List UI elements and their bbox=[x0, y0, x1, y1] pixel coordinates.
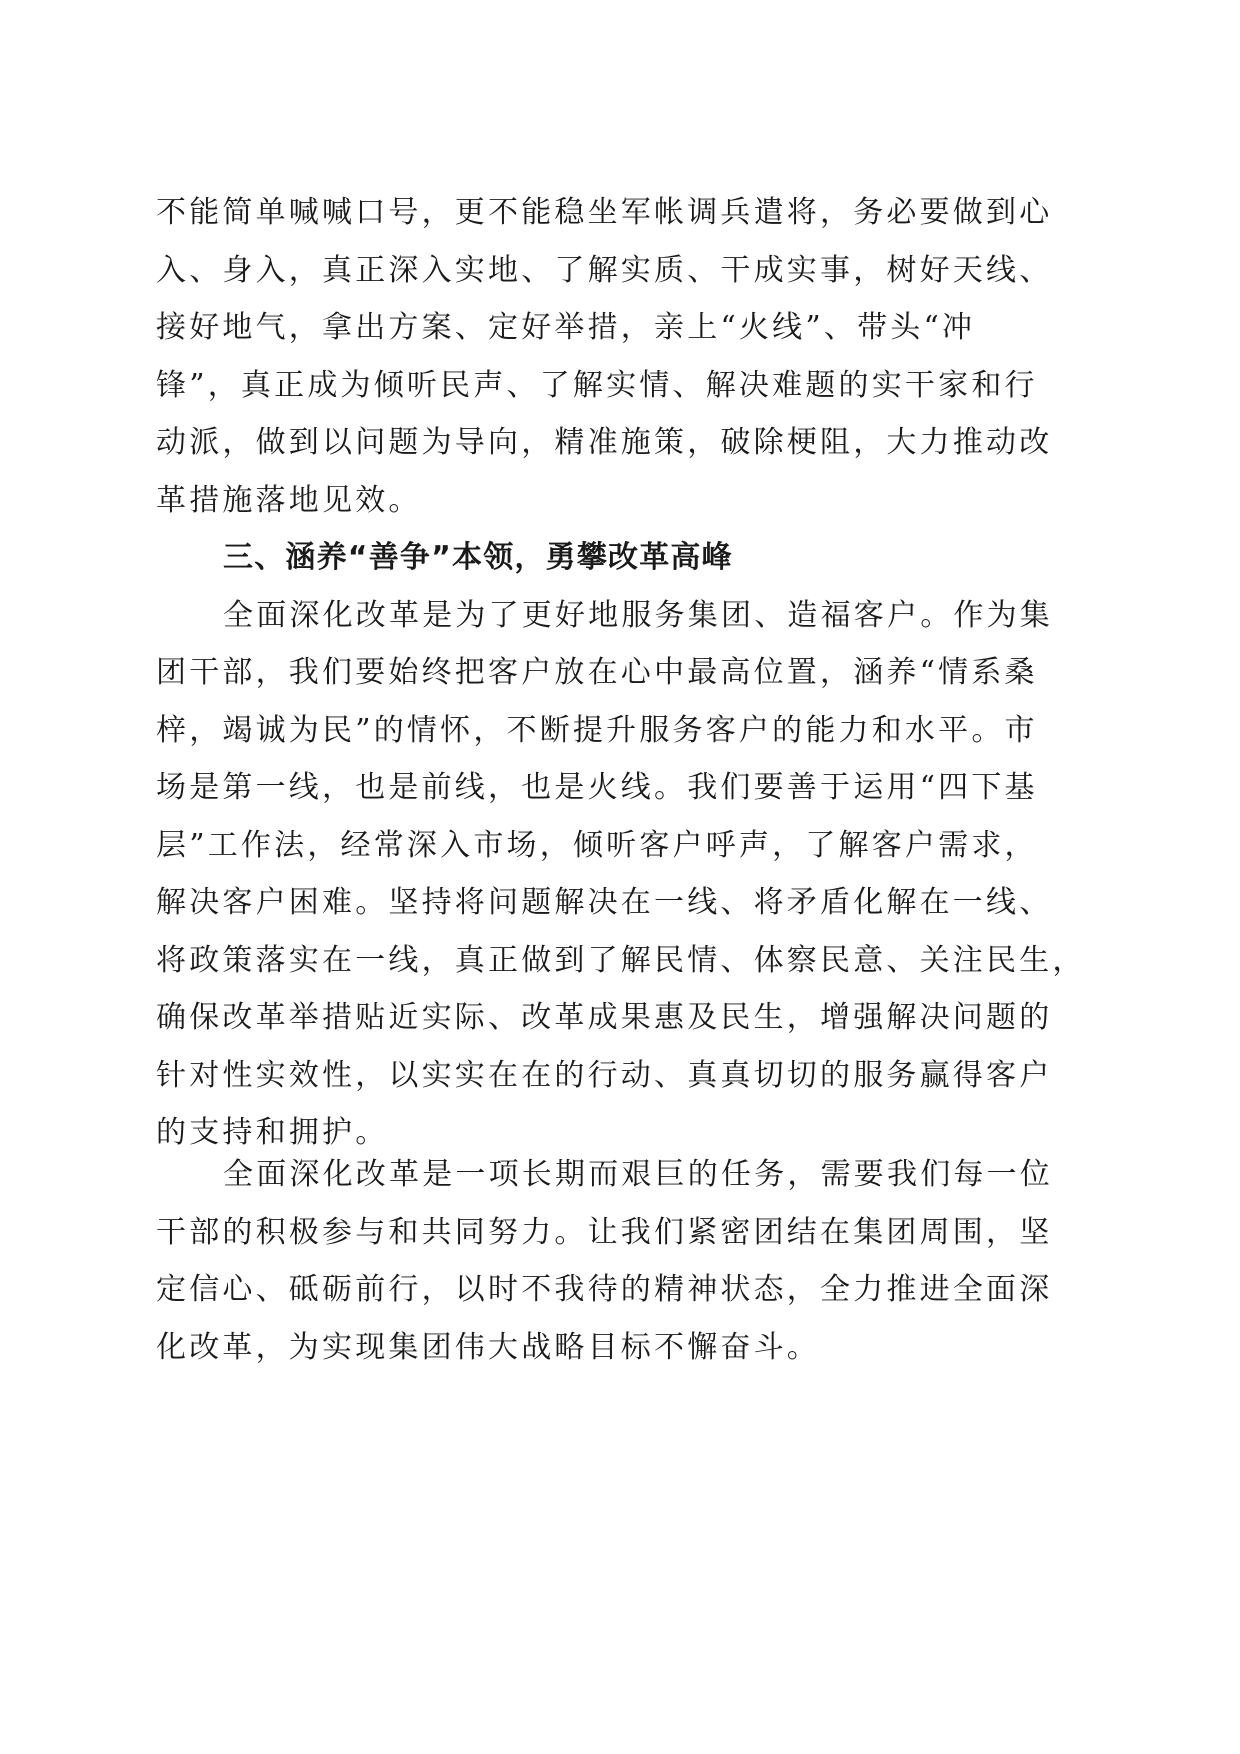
text-line: 接好地气，拿出方案、定好举措，亲上“火线”、带头“冲 bbox=[156, 310, 976, 345]
text-line: 的支持和拥护。 bbox=[156, 1115, 389, 1150]
text-line: 场是第一线，也是前线，也是火线。我们要善于运用“四下基 bbox=[156, 770, 1038, 805]
closing-paragraph bbox=[156, 1146, 1086, 1376]
text-line: 干部的积极参与和共同努力。让我们紧密团结在集团周围，坚 bbox=[156, 1214, 1053, 1250]
text-line: 入、身入，真正深入实地、了解实质、干成实事，树好天线、 bbox=[156, 252, 1053, 288]
text-line: 针对性实效性，以实实在在的行动、真真切切的服务赢得客户 bbox=[156, 1057, 1053, 1093]
text-line: 解决客户困难。坚持将问题解决在一线、将矛盾化解在一线、 bbox=[156, 885, 1053, 920]
paragraph-continuation bbox=[156, 184, 1086, 529]
text-line: 全面深化改革是一项长期而艰巨的任务，需要我们每一位 bbox=[223, 1157, 1053, 1192]
text-line: 团干部，我们要始终把客户放在心中最高位置，涵养“情系桑 bbox=[156, 655, 1038, 690]
text-line: 层”工作法，经常深入市场，倾听客户呼声，了解客户需求， bbox=[156, 827, 1038, 863]
section-three bbox=[156, 529, 1086, 1162]
section-heading: 三、涵养“善争”本领，勇攀改革高峰 bbox=[223, 540, 733, 575]
text-line: 确保改革举措贴近实际、改革成果惠及民生，增强解决问题的 bbox=[156, 1000, 1053, 1035]
text-line: 革措施落地见效。 bbox=[156, 482, 422, 518]
text-line: 锋”，真正成为倾听民声、了解实情、解决难题的实干家和行 bbox=[156, 367, 1038, 403]
text-line: 动派，做到以问题为导向，精准施策，破除梗阻，大力推动改 bbox=[156, 425, 1053, 460]
text-line: 梓，竭诚为民”的情怀，不断提升服务客户的能力和水平。市 bbox=[156, 712, 1038, 748]
text-line: 化改革，为实现集团伟大战略目标不懈奋斗。 bbox=[156, 1329, 820, 1365]
text-line: 将政策落实在一线，真正做到了解民情、体察民意、关注民生， bbox=[156, 942, 1086, 978]
text-line: 定信心、砥砺前行，以时不我待的精神状态，全力推进全面深 bbox=[156, 1272, 1053, 1307]
text-line: 全面深化改革是为了更好地服务集团、造福客户。作为集 bbox=[223, 597, 1053, 633]
text-line: 不能简单喊喊口号，更不能稳坐军帐调兵遣将，务必要做到心 bbox=[156, 195, 1053, 230]
